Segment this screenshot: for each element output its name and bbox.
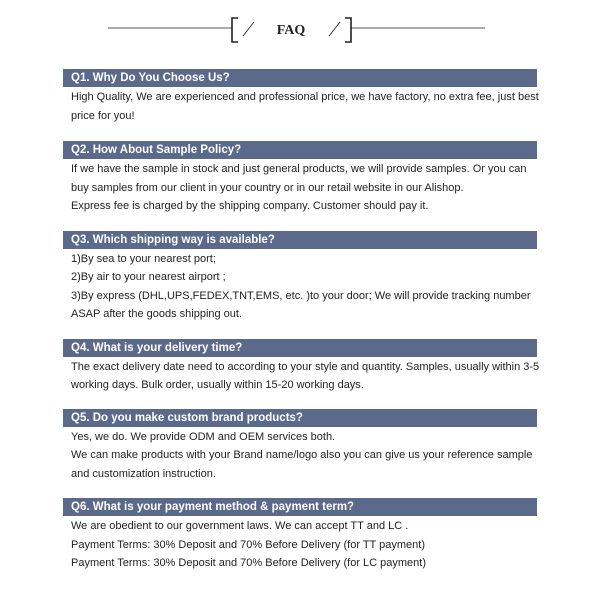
faq-answer [63,159,537,216]
faq-item [63,409,537,484]
faq-header [0,0,600,60]
answer-line: We are obedient to our government laws. We can accept TT and LC . [71,520,409,532]
answer-line: working days. Bulk order, usually within 15-20 working days. [71,379,364,391]
faq-question-bar: Q2. How About Sample Policy? [63,141,537,159]
answer-line: If we have the sample in stock and just general products, we will provide samples. Or you can [71,163,527,175]
answer-line: ASAP after the goods shipping out. [71,308,243,320]
faq-answer [63,249,537,324]
faq-question-bar: Q1. Why Do You Choose Us? [63,69,537,87]
faq-item [63,69,537,125]
answer-line: Yes, we do. We provide ODM and OEM services both. [71,430,336,443]
answer-line: price for you! [71,109,135,122]
faq-answer [63,516,537,573]
answer-line: buy samples from our client in your country or in our retail website in our Alishop. [71,181,464,194]
answer-line: The exact delivery date need to according to your style and quantity. Samples, usually within 3-5 [71,360,540,373]
faq-question-bar: Q3. Which shipping way is available? [63,231,537,249]
answer-line: Payment Terms: 30% Deposit and 70% Before Delivery (for LC payment) [71,557,427,569]
faq-item [63,231,537,324]
answer-line: 1)By sea to your nearest port; [71,252,216,265]
answer-line: Payment Terms: 30% Deposit and 70% Before Delivery (for TT payment) [71,538,425,551]
faq-answer [63,427,537,484]
faq-list [63,69,540,573]
answer-line: 2)By air to your nearest airport ; [71,271,226,283]
faq-item [63,141,537,216]
faq-question-bar: Q4. What is your delivery time? [63,339,537,357]
faq-item [63,498,537,573]
page-title: FAQ [276,23,306,38]
faq-item [63,339,540,395]
answer-line: High Quality, We are experienced and professional price, we have factory, no extra fee, just best [71,91,539,103]
answer-line: and customization instruction. [71,467,216,480]
answer-line: 3)By express (DHL,UPS,FEDEX,TNT,EMS, etc. )to your door; We will provide tracking number [71,289,531,302]
faq-answer [63,87,537,125]
faq-question-bar: Q5. Do you make custom brand products? [63,409,537,427]
answer-line: We can make products with your Brand name/logo also you can give us your reference sample [71,449,533,461]
faq-question-bar: Q6. What is your payment method & payment term? [63,498,537,516]
answer-line: Express fee is charged by the shipping company. Customer should pay it. [71,200,429,212]
faq-answer [63,357,540,395]
